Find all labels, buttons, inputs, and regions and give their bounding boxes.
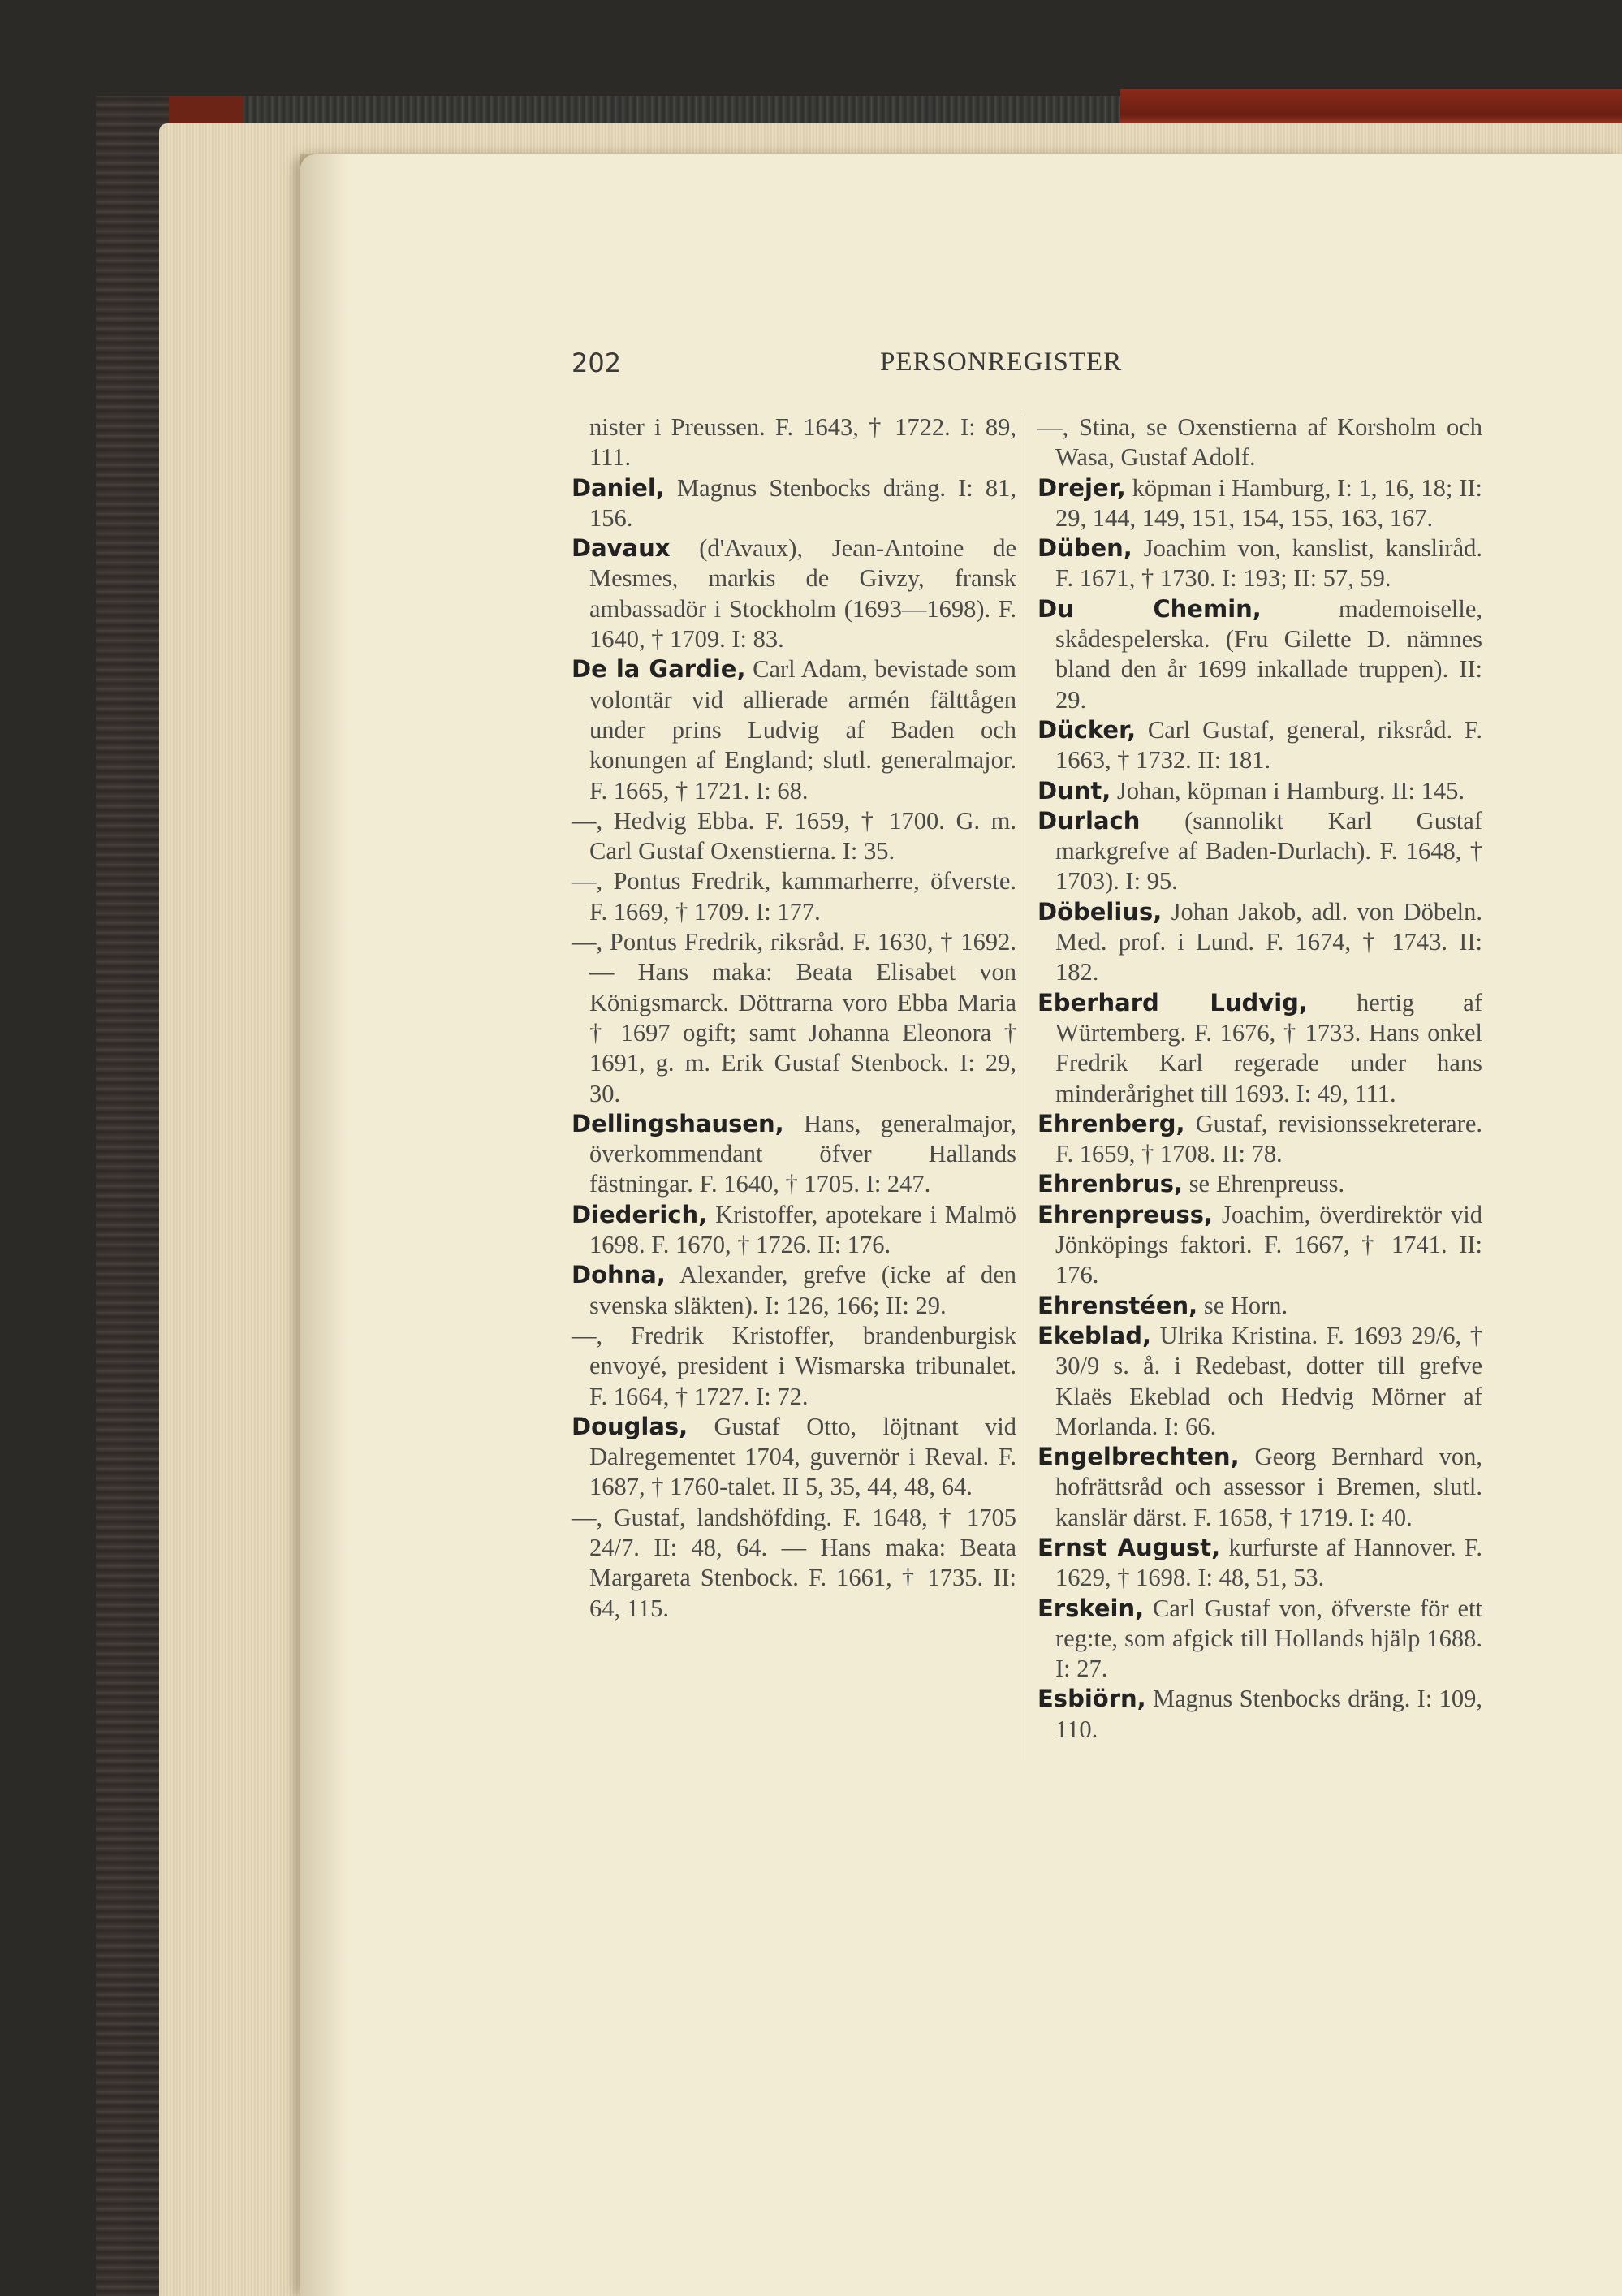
list-item: Ernst August, kurfurste af Hannover. F. 1629, † 1698. I: 48, 51, 53. (1037, 1533, 1482, 1592)
list-item: De la Gardie, Carl Adam, bevistade som volontär vid allierade armén fälttågen under prins Ludvig af Baden och konungen af England; slutl. generalmajor. F. 1665, † 1721. I: 68. (572, 655, 1016, 805)
page-top-edge (244, 96, 1120, 123)
list-item: Dohna, Alexander, grefve (icke af den svenska släkten). I: 126, 166; II: 29. (572, 1261, 1016, 1319)
list-item: Dücker, Carl Gustaf, general, riksråd. F. 1663, † 1732. II: 181. (1037, 715, 1482, 775)
list-item: Ekeblad, Ulrika Kristina. F. 1693 29/6, † 30/9 s. å. i Redebast, dotter till grefve Klaës Ekeblad och Hedvig Mörner af Morlanda. I: 66. (1037, 1321, 1482, 1440)
list-item: Esbiörn, Magnus Stenbocks dräng. I: 109, 110. (1037, 1685, 1482, 1743)
list-item: Dellingshausen, Hans, generalmajor, överkommendant öfver Hallands fästningar. F. 1640, † 1705. I: 247. (572, 1109, 1016, 1198)
list-item: nister i Preussen. F. 1643, † 1722. I: 89, 111. (589, 413, 1016, 472)
list-item: Drejer, köpman i Hamburg, I: 1, 16, 18; II: 29, 144, 149, 151, 154, 155, 163, 167. (1037, 473, 1482, 532)
page-header (572, 347, 1541, 380)
page-number: 202 (572, 347, 622, 378)
book-spine (96, 96, 169, 2296)
list-item: —, Gustaf, landshöfding. F. 1648, † 1705 24/7. II: 48, 64. — Hans maka: Beata Margareta Stenbock. F. 1661, † 1735. II: 64, 115. (572, 1503, 1016, 1622)
list-item: Düben, Joachim von, kanslist, kansliråd. F. 1671, † 1730. I: 193; II: 57, 59. (1037, 534, 1482, 593)
list-item: Ehrenpreuss, Joachim, överdirektör vid Jönköpings faktori. F. 1667, † 1741. II: 176. (1037, 1200, 1482, 1289)
list-item: Davaux (d'Avaux), Jean-Antoine de Mesmes, markis de Givzy, fransk ambassadör i Stockholm (1693—1698). F. 1640, † 1709. I: 83. (572, 534, 1016, 654)
list-item: Douglas, Gustaf Otto, löjtnant vid Dalregementet 1704, guvernör i Reval. F. 1687, † 1760-talet. II 5, 35, 44, 48, 64. (572, 1412, 1016, 1501)
list-item: Erskein, Carl Gustaf von, öfverste för ett reg:te, som afgick till Hollands hjälp 1688. I: 27. (1037, 1594, 1482, 1683)
list-item: Durlach (sannolikt Karl Gustaf markgrefve af Baden-Durlach). F. 1648, † 1703). I: 95. (1037, 806, 1482, 896)
list-item: Du Chemin, mademoiselle, skådespelerska. (Fru Gilette D. nämnes bland den år 1699 inkallade truppen). II: 29. (1037, 594, 1482, 714)
left-column (572, 412, 1016, 1624)
running-head: PERSONREGISTER (880, 347, 1123, 377)
list-item: —, Pontus Fredrik, kammarherre, öfverste. F. 1669, † 1709. I: 177. (572, 867, 1016, 926)
list-item: Ehrenstéen, se Horn. (1037, 1291, 1288, 1319)
list-item: —, Pontus Fredrik, riksråd. F. 1630, † 1692. — Hans maka: Beata Elisabet von Königsmarck. Döttrarna voro Ebba Maria † 1697 ogift; samt Johanna Eleonora † 1691, g. m. Erik Gustaf Stenbock. I: 29, 30. (572, 928, 1016, 1107)
list-item: —, Stina, se Oxenstierna af Korsholm och Wasa, Gustaf Adolf. (1037, 413, 1482, 472)
list-item: —, Fredrik Kristoffer, brandenburgisk envoyé, president i Wismarska tribunalet. F. 1664, † 1727. I: 72. (572, 1321, 1016, 1410)
list-item: Dunt, Johan, köpman i Hamburg. II: 145. (1037, 776, 1465, 805)
list-item: Daniel, Magnus Stenbocks dräng. I: 81, 156. (572, 473, 1016, 532)
list-item: Diederich, Kristoffer, apotekare i Malmö 1698. F. 1670, † 1726. II: 176. (572, 1200, 1016, 1259)
list-item: Ehrenbrus, se Ehrenpreuss. (1037, 1170, 1345, 1198)
list-item: Eberhard Ludvig, hertig af Würtemberg. F. 1676, † 1733. Hans onkel Fredrik Karl regerade under hans minderårighet till 1693. I: 49, 111. (1037, 988, 1482, 1107)
list-item: Ehrenberg, Gustaf, revisionssekreterare. F. 1659, † 1708. II: 78. (1037, 1109, 1482, 1168)
list-item: —, Hedvig Ebba. F. 1659, † 1700. G. m. Carl Gustaf Oxenstierna. I: 35. (572, 806, 1016, 865)
gutter-shadow (300, 154, 349, 2296)
right-column (1037, 412, 1482, 1745)
list-item: Engelbrechten, Georg Bernhard von, hofrättsråd och assessor i Bremen, slutl. kanslär därst. F. 1658, † 1719. I: 40. (1037, 1443, 1482, 1531)
list-item: Döbelius, Johan Jakob, adl. von Döbeln. Med. prof. i Lund. F. 1674, † 1743. II: 182. (1037, 897, 1482, 986)
